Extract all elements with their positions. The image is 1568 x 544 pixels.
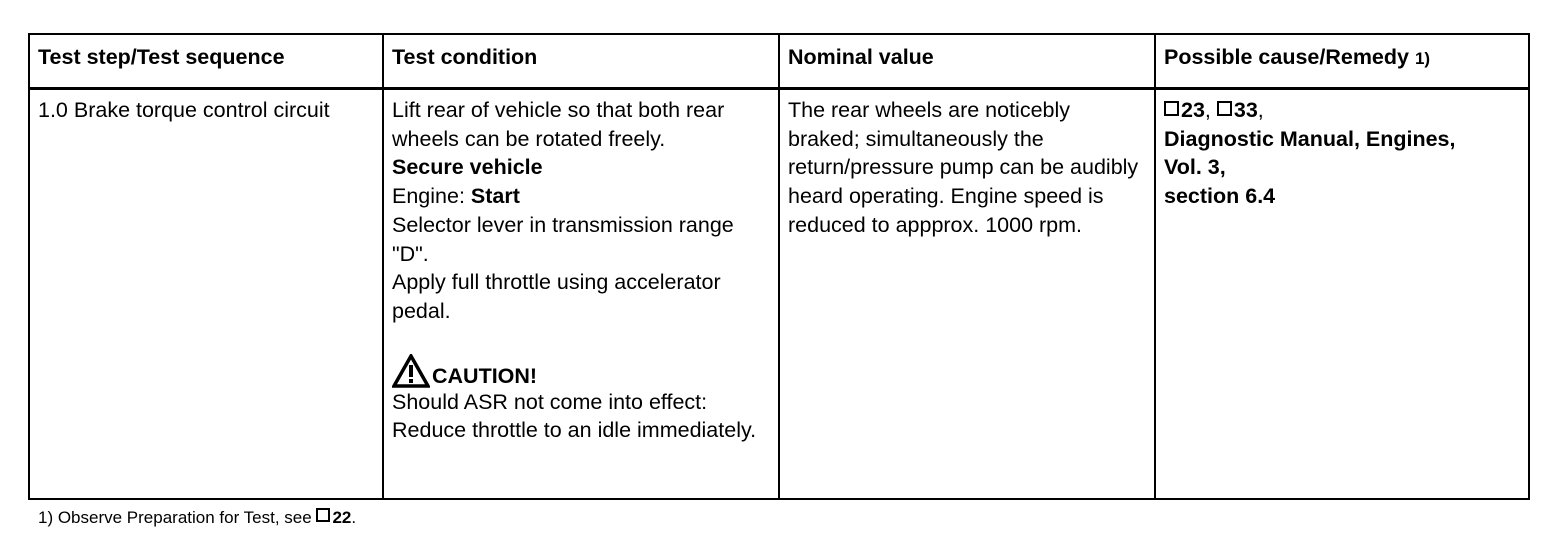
caution-heading: [392, 354, 770, 388]
cell-test-condition: [383, 89, 779, 500]
header-footnote-ref: 1): [1414, 49, 1431, 68]
condition-lift: Lift rear of vehicle so that both rear wheels can be rotated freely.: [392, 98, 725, 151]
header-test-step: Test step/Test sequence: [29, 34, 383, 89]
page-ref-icon: [316, 508, 330, 522]
remedy-volume: Vol. 3,: [1164, 155, 1226, 180]
cell-test-step: 1.0 Brake torque control circuit: [29, 89, 383, 500]
remedy-ref-2[interactable]: 33: [1233, 98, 1258, 122]
cell-possible-cause: [1155, 89, 1529, 500]
warning-triangle-icon: [392, 354, 430, 388]
remedy-manual: Diagnostic Manual, Engines,: [1164, 126, 1456, 151]
table-row: [29, 89, 1529, 500]
footnote-end: .: [351, 508, 357, 527]
footnote: [38, 506, 356, 530]
remedy-section: section 6.4: [1164, 184, 1276, 209]
page-ref-icon: [1217, 101, 1232, 116]
header-nominal-value: Nominal value: [779, 34, 1155, 89]
remedy-refs: 23, 33,: [1164, 96, 1520, 125]
caution-text: Should ASR not come into effect: Reduce throttle to an idle immediately.: [392, 389, 757, 443]
footnote-text: 1) Observe Preparation for Test, see: [38, 508, 317, 527]
condition-selector: Selector lever in transmission range "D".: [392, 212, 734, 266]
header-possible-cause-label: Possible cause/Remedy: [1164, 45, 1409, 69]
page-ref-icon: [1164, 101, 1179, 116]
footnote-ref[interactable]: 22: [332, 508, 352, 527]
test-table: [28, 33, 1530, 500]
engine-value: Start: [470, 184, 520, 209]
cell-nominal-value: The rear wheels are noticebly braked; simultaneously the return/pressure pump can be audibly heard operating. Engine speed is reduced to appprox. 1000 rpm.: [779, 89, 1155, 500]
engine-label: Engine:: [392, 184, 471, 209]
remedy-ref-1[interactable]: 23: [1181, 98, 1205, 122]
condition-throttle: Apply full throttle using accelerator pedal.: [392, 270, 721, 323]
header-test-condition: Test condition: [383, 34, 779, 89]
caution-label: CAUTION!: [432, 363, 538, 388]
condition-secure: Secure vehicle: [392, 155, 543, 180]
header-possible-cause: [1155, 34, 1529, 89]
condition-engine: [392, 182, 770, 211]
table-header-row: [29, 34, 1529, 89]
